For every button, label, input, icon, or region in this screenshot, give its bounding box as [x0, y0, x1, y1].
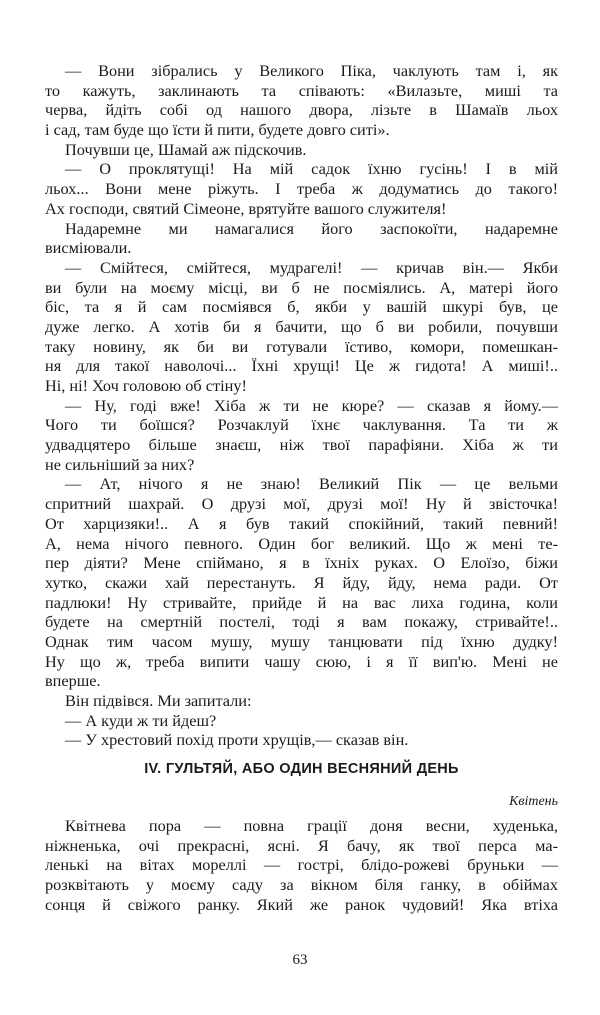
text-line: таку новину, як би ви готували їстиво, комори, помешкан- — [45, 336, 558, 356]
text-line: Квітнева пора — повна грації доня весни, худенька, — [65, 816, 558, 836]
page-number: 63 — [292, 952, 308, 968]
text-line: будете на смертній постелі, тоді я вам покажу, стривайте!.. — [45, 612, 558, 632]
text-line: От харцизяки!.. А я був такий спокійний, такий певний! — [45, 513, 558, 533]
text-line: — А куди ж ти йдеш? — [65, 710, 217, 730]
text-line: падлюки! Ну стривайте, прийде й на вас лиха година, коли — [45, 592, 558, 612]
text-line: ня для такої наволочі... Їхні хрущі! Це ж гидота! А миші!.. — [45, 356, 558, 376]
text-line: льох... Вони мене ріжуть. І треба ж додуматись до такого! — [45, 179, 558, 199]
text-line: спритний шахрай. О друзі мої, друзі мої! Ну й звісточка! — [45, 494, 558, 514]
text-line: дуже легко. А хотів би я бачити, що б ви робили, почувши — [45, 316, 558, 336]
text-body-top — [45, 61, 558, 750]
text-line: вперше. — [45, 671, 101, 691]
text-line: висміювали. — [45, 238, 132, 258]
text-line: Чого ти боїшся? Розчаклуй їхнє чаклування. Та ти ж — [45, 415, 558, 435]
chapter-date: Квітень — [509, 794, 558, 810]
text-line: А, нема нічого певного. Один бог великий. Що ж мені те- — [45, 533, 558, 553]
text-line: — Вони зібрались у Великого Піка, чаклують там і, як — [65, 61, 558, 80]
text-line: пер діяти? Мене спіймано, я в їхніх руках. О Елоїзо, біжи — [45, 553, 558, 573]
text-line: ленькі на вітах мореллі — гострі, блідо-рожеві бруньки — — [45, 855, 558, 875]
text-body-bottom — [45, 816, 558, 914]
text-line: ніжненька, очі прекрасні, ясні. Я бачу, як твої перса ма- — [45, 835, 558, 855]
chapter-heading: IV. ГУЛЬТЯЙ, АБО ОДИН ВЕСНЯНИЙ ДЕНЬ — [144, 761, 459, 778]
text-line: Він підвівся. Ми запитали: — [65, 691, 252, 710]
text-line: Ах господи, святий Сімеоне, врятуйте вашого служителя! — [45, 198, 447, 218]
text-line: сонця й свіжого ранку. Який же ранок чудовий! Яка втіха — [45, 894, 558, 914]
text-line: — Смійтеся, смійтеся, мудрагелі! — кричав він.— Якби — [65, 257, 558, 277]
book-page — [45, 61, 558, 915]
text-line: Почувши це, Шамай аж підскочив. — [65, 139, 307, 159]
text-line: розквітають у моєму саду за вікном біля ганку, в обіймах — [45, 875, 558, 895]
text-line: хутко, скажи хай перестануть. Я йду, йду, нема ради. От — [45, 572, 558, 592]
text-line: і сад, там буде що їсти й пити, будете довго ситі». — [45, 120, 390, 140]
text-line: удвадцятеро більше знаєш, ніж твої парафіяни. Хіба ж ти — [45, 435, 558, 455]
text-line: біс, та я й сам посміявся б, якби у вашій шкурі був, це — [45, 297, 558, 317]
text-line: — Ну, годі вже! Хіба ж ти не кюре? — сказав я йому.— — [65, 395, 558, 415]
text-line: ви були на моєму місці, ви б не посміялись. А, матері його — [45, 277, 558, 297]
text-line: — О проклятущі! На мій садок їхню гусінь! І в мій — [65, 159, 558, 179]
text-line: Надаремне ми намагалися його заспокоїти, надаремне — [65, 218, 558, 238]
text-line: — Ат, нічого я не знаю! Великий Пік — це вельми — [65, 474, 558, 494]
text-line: то кажуть, заклинають та співають: «Вилазьте, миші та — [45, 80, 558, 100]
text-line: не сильніший за них? — [45, 454, 195, 474]
text-line: — У хрестовий похід проти хрущів,— сказав він. — [65, 730, 409, 750]
text-line: Ні, ні! Хоч головою об стіну! — [45, 376, 247, 395]
text-line: черва, йдіть собі од нашого двора, лізьте в Шамаїв льох — [45, 100, 558, 120]
text-line: Однак тим часом мушу, мушу танцювати під їхню дудку! — [45, 631, 558, 651]
text-line: Ну що ж, треба випити чашу сюю, і я її вип'ю. Мені не — [45, 651, 558, 671]
